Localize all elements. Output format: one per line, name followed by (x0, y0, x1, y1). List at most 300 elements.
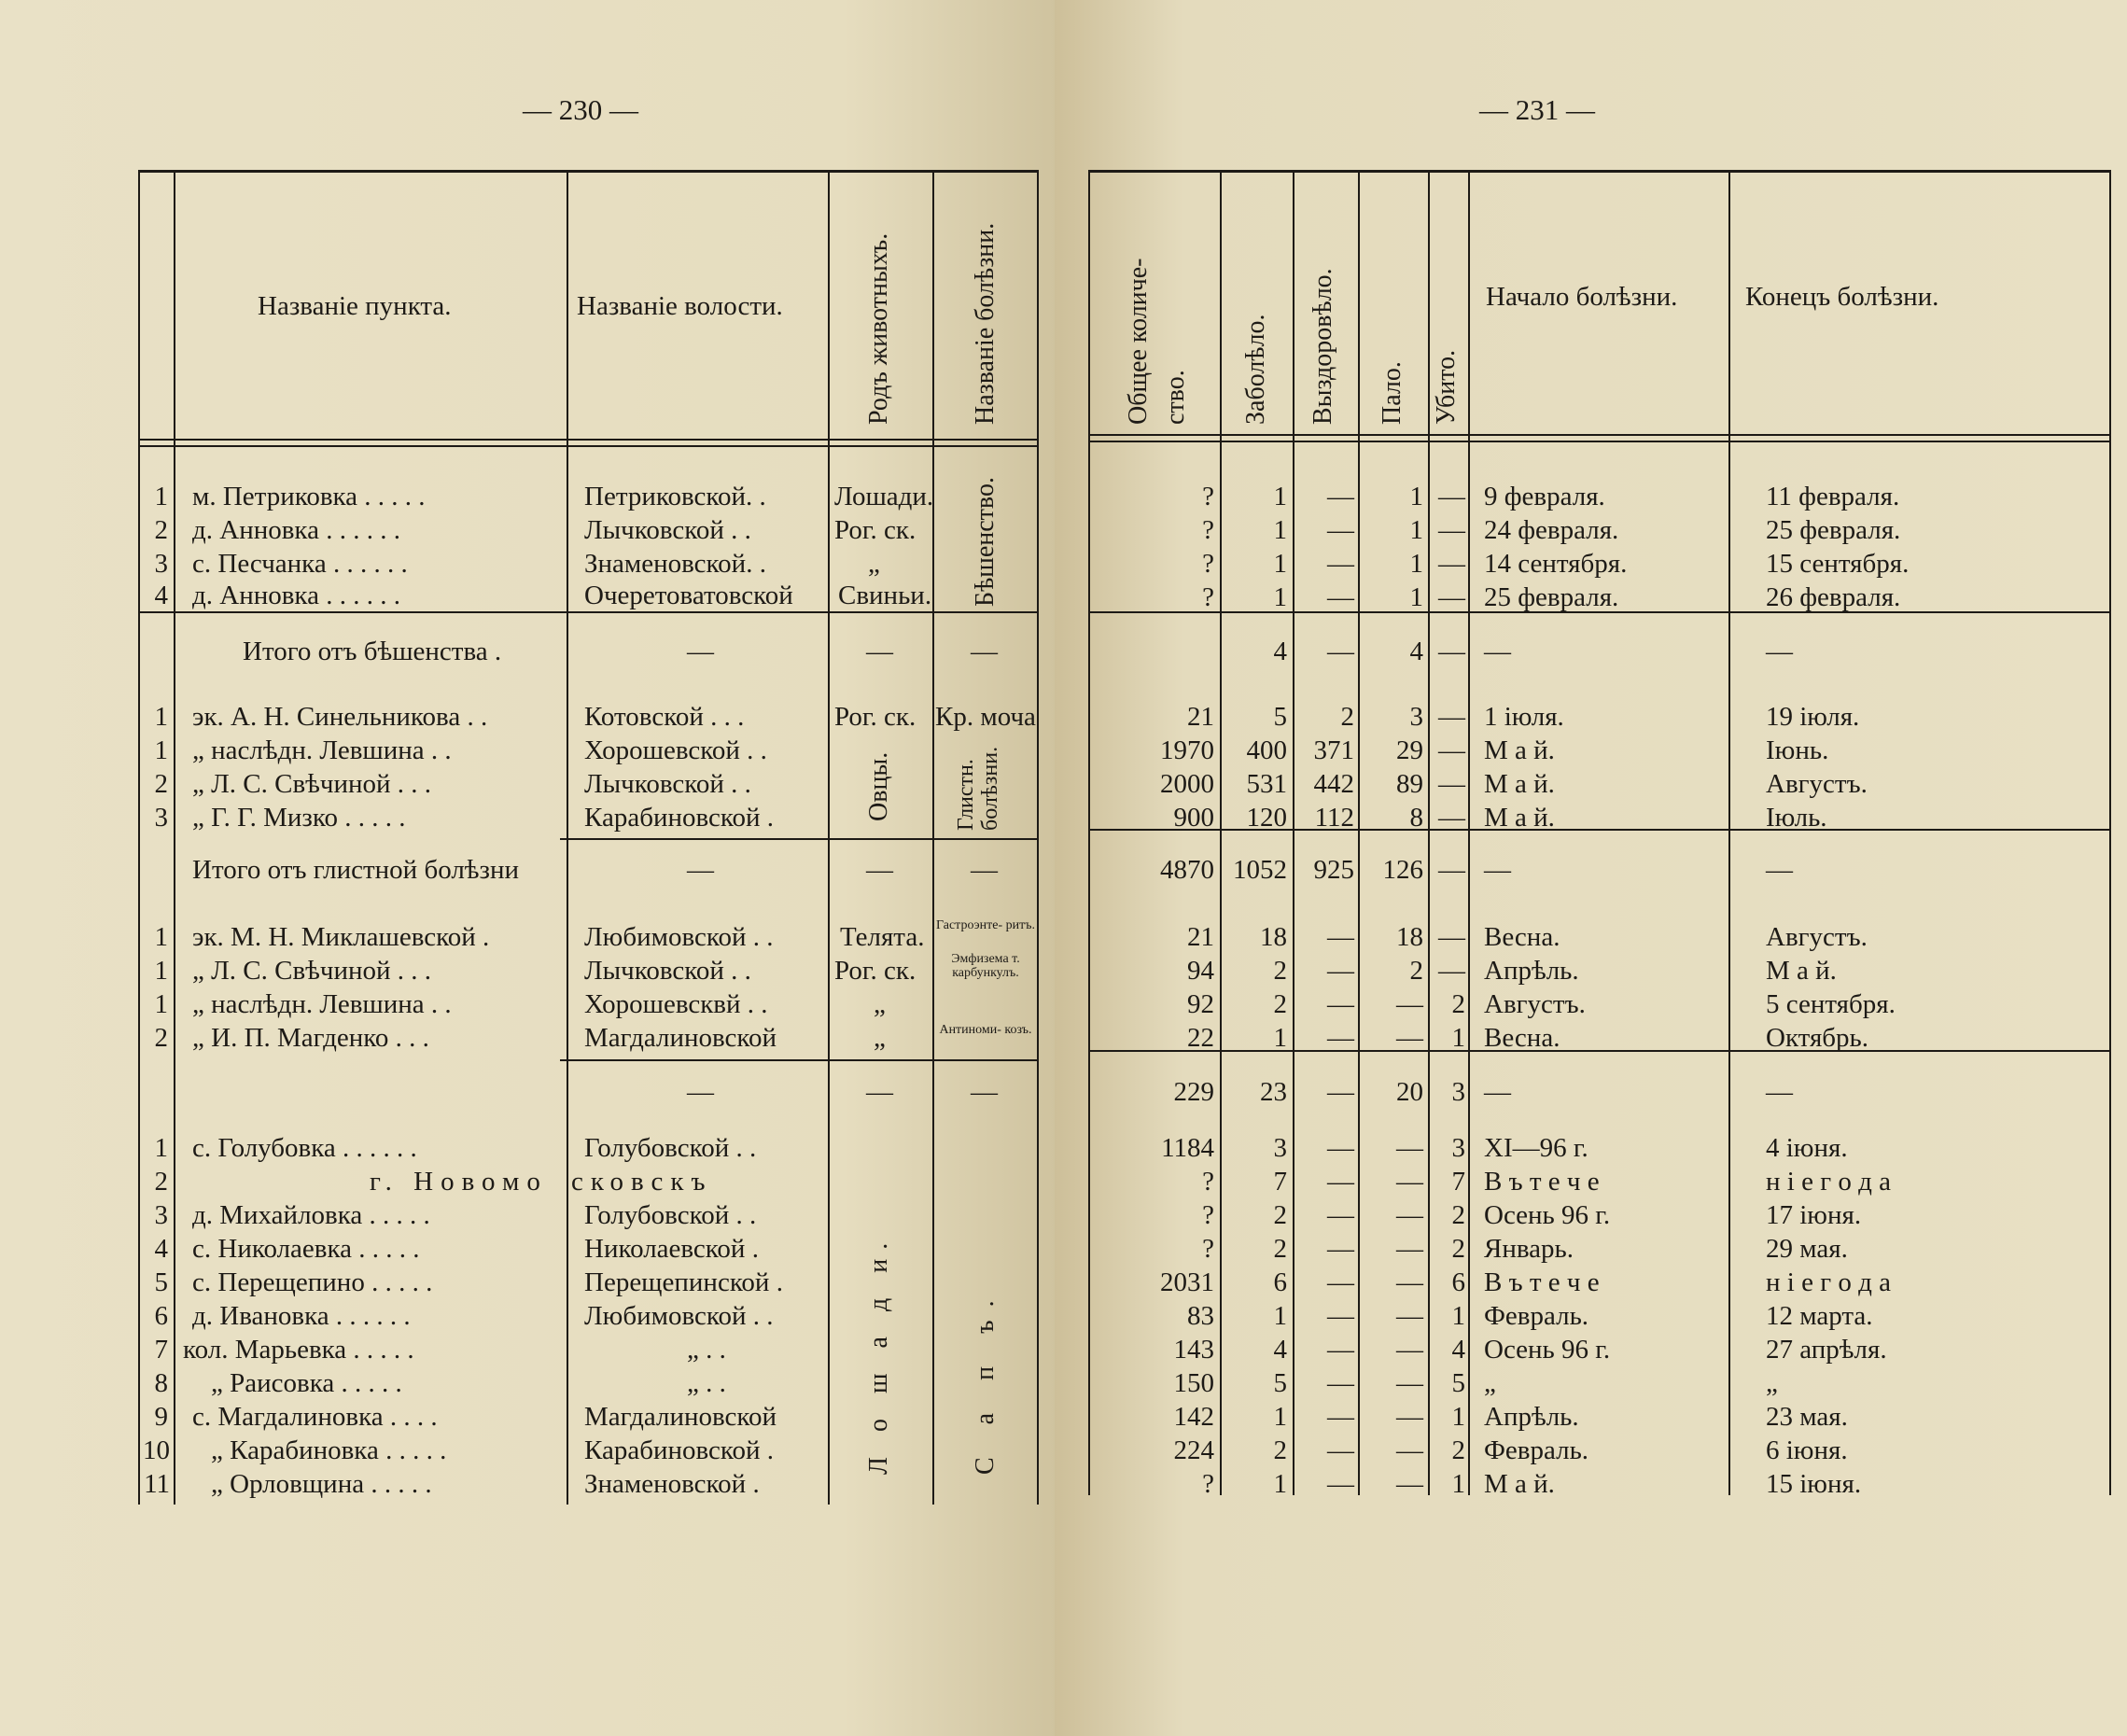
header-died: Пало. (1378, 361, 1406, 425)
volost-name: Знаменовской . (584, 1469, 760, 1499)
cell-killed: 6 (1451, 1267, 1465, 1297)
disease-worms: Глистн. болѣзни. (954, 746, 1002, 831)
row-number: 7 (154, 1335, 168, 1365)
cell-killed: — (1438, 637, 1465, 666)
disease-note: Эмфизема т. карбункулъ. (951, 952, 1020, 980)
cell-killed: 4 (1451, 1335, 1465, 1365)
point-name: м. Петриковка . . . . . (192, 482, 426, 511)
cell-start: М а й. (1484, 1469, 1555, 1499)
cell-killed: 1 (1451, 1469, 1465, 1499)
cell-rec: — (1327, 1469, 1354, 1499)
header-rule-2 (1088, 441, 2111, 442)
dash: — (687, 637, 714, 666)
cell-sick: 1052 (1233, 855, 1287, 885)
cell-end: Октябрь. (1766, 1023, 1869, 1053)
cell-end: 29 мая. (1766, 1234, 1848, 1264)
cell-rec: — (1327, 1267, 1354, 1297)
animal-type: Рог. ск. (834, 956, 917, 986)
row-number: 11 (144, 1469, 170, 1499)
volost-name: Лычковской . . (584, 515, 751, 545)
animal-type: „ (874, 1023, 886, 1053)
cell-total: 83 (1187, 1301, 1214, 1331)
cell-rec: 112 (1314, 803, 1354, 833)
cell-rec: — (1327, 1335, 1354, 1365)
cell-died: 3 (1409, 702, 1423, 732)
header-rule (1088, 434, 2111, 436)
cell-end: 27 апрѣля. (1766, 1335, 1887, 1365)
dash: — (866, 855, 893, 885)
cell-end: Іюнь. (1766, 735, 1829, 765)
cell-start: 14 сентября. (1484, 549, 1628, 579)
row-number: 1 (154, 482, 168, 511)
cell-killed: 5 (1451, 1368, 1465, 1398)
cell-sick: 1 (1273, 582, 1287, 612)
row-number: 5 (154, 1267, 168, 1297)
animal-type: „ (874, 989, 886, 1019)
cell-end: 17 іюня. (1766, 1200, 1862, 1230)
cell-end: Августъ. (1766, 922, 1868, 952)
volost-name: „ . . (687, 1368, 726, 1398)
cell-start: 24 февраля. (1484, 515, 1619, 545)
col-line (1037, 170, 1039, 1505)
cell-killed: 1 (1451, 1402, 1465, 1432)
cell-sick: 1 (1273, 1023, 1287, 1053)
cell-end: „ (1766, 1368, 1778, 1398)
cell-killed: 1 (1451, 1023, 1465, 1053)
point-name: „ И. П. Магденко . . . (192, 1023, 429, 1053)
cell-end: 11 февраля. (1766, 482, 1900, 511)
cell-end: — (1766, 855, 1793, 885)
cell-died: — (1396, 1301, 1423, 1331)
row-number: 2 (154, 1023, 168, 1053)
volost-name: Голубовской . . (584, 1133, 757, 1163)
cell-total: ? (1202, 1234, 1214, 1264)
row-number: 3 (154, 549, 168, 579)
cell-rec: — (1327, 989, 1354, 1019)
cell-rec: — (1327, 1133, 1354, 1163)
cell-sick: 1 (1273, 515, 1287, 545)
dash: — (866, 637, 893, 666)
point-name: с. Магдалиновка . . . . (192, 1402, 438, 1432)
row-number: 6 (154, 1301, 168, 1331)
cell-rec: — (1327, 1435, 1354, 1465)
cell-start: Февраль. (1484, 1301, 1589, 1331)
cell-died: 4 (1409, 637, 1423, 666)
col-line (932, 170, 934, 1505)
section-rule (560, 838, 1039, 840)
point-name: г. Новомо (370, 1167, 548, 1197)
cell-total: 21 (1187, 922, 1214, 952)
cell-total: 1184 (1161, 1133, 1214, 1163)
cell-rec: 2 (1340, 702, 1354, 732)
cell-start: Августъ. (1484, 989, 1586, 1019)
cell-rec: — (1327, 515, 1354, 545)
cell-killed: 2 (1451, 1200, 1465, 1230)
header-disease: Названіе болѣзни. (971, 222, 1000, 425)
dash: — (687, 1077, 714, 1107)
row-number: 4 (154, 581, 168, 610)
volost-name: Карабиновской . (584, 803, 775, 833)
header-rule (138, 439, 1039, 441)
cell-start: В ъ т е ч е (1484, 1267, 1600, 1297)
cell-rec: — (1327, 956, 1354, 986)
row-number: 9 (154, 1402, 168, 1432)
cell-killed: — (1438, 956, 1465, 986)
cell-end: 4 іюня. (1766, 1133, 1848, 1163)
cell-total: 224 (1173, 1435, 1214, 1465)
cell-total: ? (1202, 1167, 1214, 1197)
cell-died: — (1396, 1435, 1423, 1465)
row-number: 3 (154, 1200, 168, 1230)
cell-rec: — (1327, 1200, 1354, 1230)
point-name: „ наслѣдн. Левшина . . (192, 989, 452, 1019)
point-name: эк. М. Н. Миклашевской . (192, 922, 490, 952)
cell-end: н і е г о д а (1766, 1267, 1891, 1297)
cell-total: ? (1202, 482, 1214, 511)
cell-killed: — (1438, 735, 1465, 765)
right-page (1055, 0, 2127, 1736)
row-number: 1 (154, 922, 168, 952)
header-sick: Заболѣло. (1241, 314, 1270, 425)
cell-end: н і е г о д а (1766, 1167, 1891, 1197)
cell-sick: 1 (1273, 549, 1287, 579)
cell-killed: — (1438, 922, 1465, 952)
cell-start: — (1484, 1077, 1511, 1107)
row-number: 2 (154, 769, 168, 799)
volost-name: Котовской . . . (584, 702, 745, 732)
cell-rec: — (1327, 1402, 1354, 1432)
cell-killed: — (1438, 482, 1465, 511)
row-number: 8 (154, 1368, 168, 1398)
volost-name: Хорошевсквй . . (584, 989, 768, 1019)
cell-killed: — (1438, 515, 1465, 545)
header-recovered: Выздоровѣло. (1308, 268, 1337, 425)
cell-died: 126 (1382, 855, 1423, 885)
volost-name: Любимовской . . (584, 1301, 774, 1331)
volost-name: Любимовской . . (584, 922, 774, 952)
header-killed: Убито. (1432, 349, 1461, 425)
cell-end: Августъ. (1766, 769, 1868, 799)
cell-killed: — (1438, 803, 1465, 833)
volost-name: Голубовской . . (584, 1200, 757, 1230)
volost-name: Перещепинской . (584, 1267, 783, 1297)
point-name: д. Ивановка . . . . . . (192, 1301, 411, 1331)
cell-rec: — (1327, 1234, 1354, 1264)
animal-type: Телята. (840, 922, 925, 952)
col-line (2109, 170, 2111, 1495)
cell-end: — (1766, 637, 1793, 666)
cell-start: — (1484, 855, 1511, 885)
cell-sick: 400 (1246, 735, 1287, 765)
cell-start: Осень 96 г. (1484, 1335, 1611, 1365)
cell-rec: — (1327, 1077, 1354, 1107)
point-name: „ Карабиновка . . . . . (211, 1435, 447, 1465)
disease-note: Гастроэнте- ритъ. (936, 918, 1035, 932)
point-name: „ Орловщина . . . . . (211, 1469, 432, 1499)
cell-died: 1 (1409, 549, 1423, 579)
cell-start: В ъ т е ч е (1484, 1167, 1600, 1197)
cell-end: 5 сентября. (1766, 989, 1896, 1019)
cell-sick: 6 (1273, 1267, 1287, 1297)
cell-total: 92 (1187, 989, 1214, 1019)
cell-killed: 1 (1451, 1301, 1465, 1331)
cell-sick: 18 (1260, 922, 1287, 952)
row-number: 3 (154, 803, 168, 833)
cell-died: 1 (1409, 582, 1423, 612)
point-name: „ Г. Г. Мизко . . . . . (192, 803, 406, 833)
volost-name: Магдалиновской (584, 1023, 777, 1053)
row-number: 1 (154, 702, 168, 732)
point-name: „ наслѣдн. Левшина . . (192, 735, 452, 765)
cell-total: 142 (1173, 1402, 1214, 1432)
cell-killed: 7 (1451, 1167, 1465, 1197)
point-name: „ Л. С. Свѣчиной . . . (192, 956, 432, 986)
cell-died: 2 (1409, 956, 1423, 986)
row-number: 10 (143, 1435, 170, 1465)
header-volost: Названіе волости. (577, 291, 783, 321)
col-line (567, 170, 568, 1505)
cell-sick: 4 (1273, 1335, 1287, 1365)
page-number: — 231 — (1479, 93, 1595, 126)
cell-died: — (1396, 1133, 1423, 1163)
animal-horses: Л о ш а д и. (864, 1233, 893, 1475)
row-number: 4 (154, 1234, 168, 1264)
point-name: с. Перещепино . . . . . (192, 1267, 433, 1297)
cell-end: 19 іюля. (1766, 702, 1860, 732)
cell-total: 900 (1173, 803, 1214, 833)
animal-type: Свиньи. (838, 581, 932, 610)
volost-name: Очеретоватовской (584, 581, 793, 610)
point-name: д. Анновка . . . . . . (192, 581, 400, 610)
point-name: эк. А. Н. Синельникова . . (192, 702, 488, 732)
cell-total: 143 (1173, 1335, 1214, 1365)
cell-total: 1970 (1160, 735, 1214, 765)
cell-killed: — (1438, 702, 1465, 732)
cell-start: Апрѣль. (1484, 1402, 1579, 1432)
row-number: 1 (154, 989, 168, 1019)
cell-start: — (1484, 637, 1511, 666)
cell-sick: 2 (1273, 1435, 1287, 1465)
cell-sick: 7 (1273, 1167, 1287, 1197)
cell-start: XI—96 г. (1484, 1133, 1588, 1163)
volost-name: Карабиновской . (584, 1435, 775, 1465)
row-number: 1 (154, 735, 168, 765)
animal-type: Рог. ск. (834, 515, 917, 545)
cell-sick: 120 (1246, 803, 1287, 833)
cell-start: М а й. (1484, 735, 1555, 765)
point-name: д. Михайловка . . . . . (192, 1200, 430, 1230)
left-page (0, 0, 1055, 1736)
cell-died: — (1396, 1335, 1423, 1365)
cell-end: М а й. (1766, 956, 1837, 986)
cell-sick: 2 (1273, 989, 1287, 1019)
cell-total: ? (1202, 549, 1214, 579)
row-number: 2 (154, 1167, 168, 1197)
cell-sick: 531 (1246, 769, 1287, 799)
point-name: кол. Марьевка . . . . . (183, 1335, 414, 1365)
volost-name: Лычковской . . (584, 956, 751, 986)
cell-end: 15 іюня. (1766, 1469, 1862, 1499)
total-label: Итого отъ бѣшенства . (243, 637, 502, 666)
col-line (1468, 170, 1470, 1495)
cell-rec: 925 (1313, 855, 1354, 885)
volost-name: „ . . (687, 1335, 726, 1365)
cell-died: 1 (1409, 482, 1423, 511)
cell-killed: — (1438, 769, 1465, 799)
header-animals: Родъ животныхъ. (864, 232, 893, 425)
cell-start: Весна. (1484, 1023, 1560, 1053)
cell-start: 25 февраля. (1484, 582, 1619, 612)
cell-died: — (1396, 1368, 1423, 1398)
cell-start: Апрѣль. (1484, 956, 1579, 986)
cell-sick: 5 (1273, 702, 1287, 732)
cell-rec: — (1327, 637, 1354, 666)
table-top-rule (138, 170, 1039, 173)
row-number: 1 (154, 1133, 168, 1163)
point-name: с. Песчанка . . . . . . (192, 549, 408, 579)
dash: — (866, 1077, 893, 1107)
volost-name: Хорошевской . . (584, 735, 767, 765)
col-line (1728, 170, 1730, 1495)
cell-sick: 2 (1273, 1200, 1287, 1230)
cell-died: — (1396, 1234, 1423, 1264)
cell-killed: 2 (1451, 1435, 1465, 1465)
cell-rec: — (1327, 549, 1354, 579)
cell-killed: 3 (1451, 1077, 1465, 1107)
dash: — (687, 855, 714, 885)
volost-name: Магдалиновской (584, 1402, 777, 1432)
cell-start: М а й. (1484, 769, 1555, 799)
cell-died: — (1396, 989, 1423, 1019)
cell-end: 15 сентября. (1766, 549, 1910, 579)
cell-start: Январь. (1484, 1234, 1574, 1264)
cell-killed: — (1438, 855, 1465, 885)
cell-end: — (1766, 1077, 1793, 1107)
cell-end: 26 февраля. (1766, 582, 1901, 612)
point-name: д. Анновка . . . . . . (192, 515, 400, 545)
disease-glanders: С а п ъ. (971, 1287, 1000, 1475)
cell-rec: — (1327, 1167, 1354, 1197)
cell-sick: 3 (1273, 1133, 1287, 1163)
point-name: с. Голубовка . . . . . . (192, 1133, 417, 1163)
volost-name: сковскъ (571, 1167, 713, 1197)
animal-sheep: Овцы. (864, 751, 893, 821)
cell-end: 12 марта. (1766, 1301, 1873, 1331)
cell-rec: — (1327, 582, 1354, 612)
dash: — (971, 637, 998, 666)
cell-died: — (1396, 1200, 1423, 1230)
col-line (174, 170, 175, 1505)
cell-total: 22 (1187, 1023, 1214, 1053)
cell-total: ? (1202, 1469, 1214, 1499)
point-name: „ Раисовка . . . . . (211, 1368, 402, 1398)
page-number: — 230 — (523, 93, 638, 126)
col-line (828, 170, 830, 1505)
total-label: Итого отъ глистной болѣзни (192, 855, 520, 885)
cell-killed: 2 (1451, 1234, 1465, 1264)
header-rule-2 (138, 445, 1039, 447)
cell-start: 1 іюля. (1484, 702, 1564, 732)
table-top-rule (1088, 170, 2111, 173)
cell-died: 8 (1409, 803, 1423, 833)
disease-name: Кр. моча (935, 702, 1036, 732)
cell-start: М а й. (1484, 803, 1555, 833)
cell-killed: 2 (1451, 989, 1465, 1019)
cell-total: 94 (1187, 956, 1214, 986)
cell-rec: 442 (1313, 769, 1354, 799)
cell-died: — (1396, 1402, 1423, 1432)
cell-start: Февраль. (1484, 1435, 1589, 1465)
cell-sick: 1 (1273, 1469, 1287, 1499)
cell-died: — (1396, 1167, 1423, 1197)
cell-died: 89 (1396, 769, 1423, 799)
cell-total: ? (1202, 582, 1214, 612)
cell-killed: — (1438, 549, 1465, 579)
volost-name: Лычковской . . (584, 769, 751, 799)
point-name: с. Николаевка . . . . . (192, 1234, 420, 1264)
point-name: „ Л. С. Свѣчиной . . . (192, 769, 432, 799)
volost-name: Николаевской . (584, 1234, 759, 1264)
cell-sick: 1 (1273, 482, 1287, 511)
cell-end: 6 іюня. (1766, 1435, 1848, 1465)
cell-died: — (1396, 1469, 1423, 1499)
cell-start: Осень 96 г. (1484, 1200, 1611, 1230)
row-number: 2 (154, 515, 168, 545)
cell-sick: 5 (1273, 1368, 1287, 1398)
dash: — (971, 855, 998, 885)
dash: — (971, 1077, 998, 1107)
disease-note: Антиноми- козъ. (939, 1023, 1032, 1037)
cell-rec: — (1327, 482, 1354, 511)
cell-died: 20 (1396, 1077, 1423, 1107)
cell-rec: — (1327, 1301, 1354, 1331)
cell-total: 21 (1187, 702, 1214, 732)
cell-start: „ (1484, 1368, 1496, 1398)
animal-type: Лошади. (834, 482, 934, 511)
cell-died: — (1396, 1023, 1423, 1053)
cell-total: ? (1202, 515, 1214, 545)
cell-rec: 371 (1313, 735, 1354, 765)
volost-name: Петриковской. . (584, 482, 766, 511)
cell-sick: 1 (1273, 1301, 1287, 1331)
cell-total: ? (1202, 1200, 1214, 1230)
cell-total: 150 (1173, 1368, 1214, 1398)
header-start: Начало болѣзни. (1486, 282, 1678, 312)
cell-start: 9 февраля. (1484, 482, 1605, 511)
cell-total: 229 (1173, 1077, 1214, 1107)
cell-sick: 1 (1273, 1402, 1287, 1432)
cell-died: — (1396, 1267, 1423, 1297)
animal-type: „ (868, 549, 880, 579)
cell-died: 29 (1396, 735, 1423, 765)
cell-end: 25 февраля. (1766, 515, 1901, 545)
cell-total: 2031 (1160, 1267, 1214, 1297)
cell-start: Весна. (1484, 922, 1560, 952)
cell-died: 1 (1409, 515, 1423, 545)
section-rule (560, 1059, 1039, 1061)
cell-killed: — (1438, 582, 1465, 612)
disease-rabies: Бѣшенство. (971, 477, 1000, 607)
header-point: Названіе пункта. (258, 291, 452, 321)
cell-sick: 23 (1260, 1077, 1287, 1107)
cell-rec: — (1327, 1023, 1354, 1053)
volost-name: Знаменовской. . (584, 549, 766, 579)
header-total: Общее количе- ство. (1124, 258, 1190, 425)
cell-end: Іюль. (1766, 803, 1827, 833)
cell-killed: 3 (1451, 1133, 1465, 1163)
cell-rec: — (1327, 922, 1354, 952)
cell-died: 18 (1396, 922, 1423, 952)
